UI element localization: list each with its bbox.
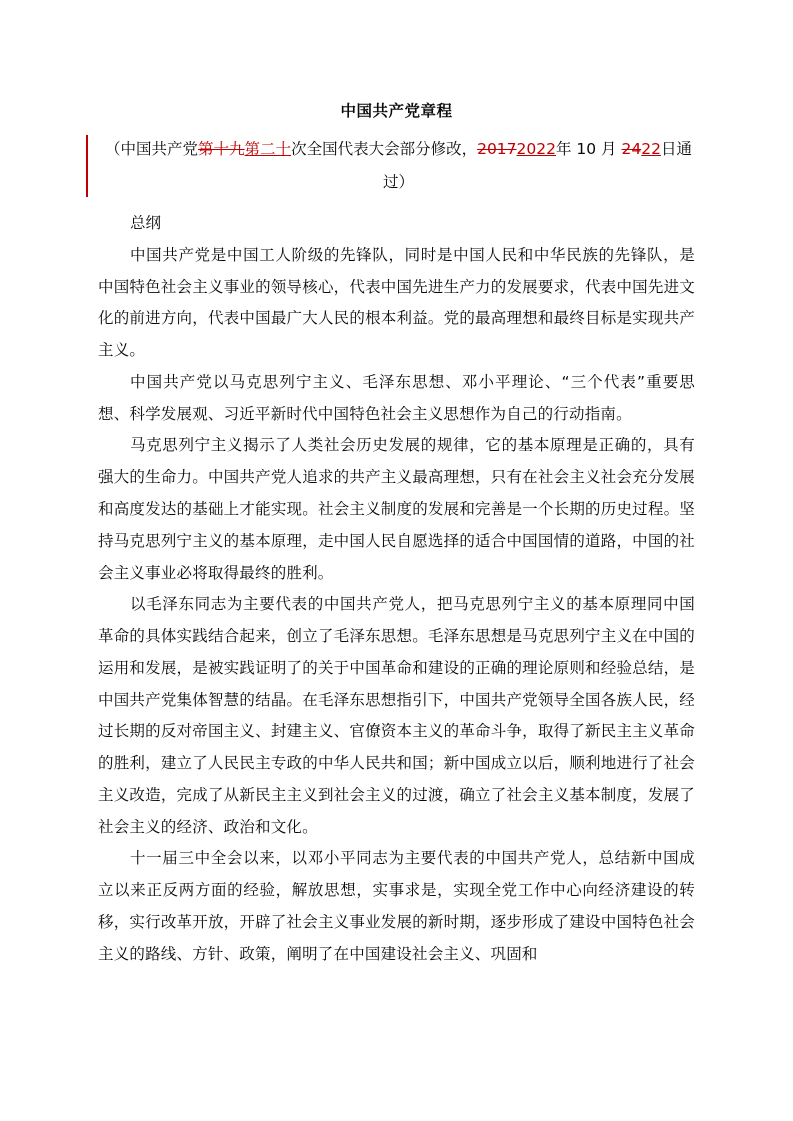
revision-inserted-session: 第二十: [244, 140, 292, 158]
revision-deleted-session: 第十九: [198, 140, 245, 158]
revision-deleted-year: 2017: [477, 140, 517, 158]
section-heading-general-program: 总纲: [130, 214, 162, 233]
revision-open-paren: （中国共产党: [105, 140, 199, 158]
revision-inserted-year: 2022: [516, 140, 556, 158]
body-paragraph: 中国共产党是中国工人阶级的先锋队，同时是中国人民和中华民族的先锋队，是中国特色社会主义事业的领导核心，代表中国先进生产力的发展要求，代表中国先进文化的前进方向，代表中国最广大人民的根本利益。党的最高理想和最终目标是实现共产主义。: [98, 245, 695, 360]
body-paragraph: 中国共产党以马克思列宁主义、毛泽东思想、邓小平理论、“三个代表”重要思想、科学发展观、习近平新时代中国特色社会主义思想作为自己的行动指南。: [98, 372, 695, 423]
revision-year-suffix: 年 10 月: [555, 140, 622, 158]
revision-middle-text: 次全国代表大会部分修改，: [291, 140, 478, 158]
change-bar-marker: [86, 135, 88, 197]
revision-inserted-day: 22: [641, 140, 661, 158]
revision-close-text: 日通过）: [382, 140, 692, 191]
revision-note-line: [98, 133, 695, 198]
body-paragraph: 以毛泽东同志为主要代表的中国共产党人，把马克思列宁主义的基本原理同中国革命的具体实践结合起来，创立了毛泽东思想。毛泽东思想是马克思列宁主义在中国的运用和发展，是被实践证明了的关于中国革命和建设的正确的理论原则和经验总结，是中国共产党集体智慧的结晶。在毛泽东思想指引下，中国共产党领导全国各族人民，经过长期的反对帝国主义、封建主义、官僚资本主义的革命斗争，取得了新民主主义革命的胜利，建立了人民民主专政的中华人民共和国；新中国成立以后，顺利地进行了社会主义改造，完成了从新民主主义到社会主义的过渡，确立了社会主义基本制度，发展了社会主义的经济、政治和文化。: [98, 595, 695, 836]
page-title: 中国共产党章程: [340, 102, 453, 120]
revision-deleted-day: 24: [621, 140, 642, 158]
body-paragraph: 十一届三中全会以来，以邓小平同志为主要代表的中国共产党人，总结新中国成立以来正反两方面的经验，解放思想，实事求是，实现全党工作中心向经济建设的转移，实行改革开放，开辟了社会主义事业发展的新时期，逐步形成了建设中国特色社会主义的路线、方针、政策，阐明了在中国建设社会主义、巩固和: [98, 849, 695, 963]
body-paragraph: 马克思列宁主义揭示了人类社会历史发展的规律，它的基本原理是正确的，具有强大的生命力。中国共产党人追求的共产主义最高理想，只有在社会主义社会充分发展和高度发达的基础上才能实现。社会主义制度的发展和完善是一个长期的历史过程。坚持马克思列宁主义的基本原理，走中国人民自愿选择的适合中国国情的道路，中国的社会主义事业必将取得最终的胜利。: [98, 436, 695, 582]
